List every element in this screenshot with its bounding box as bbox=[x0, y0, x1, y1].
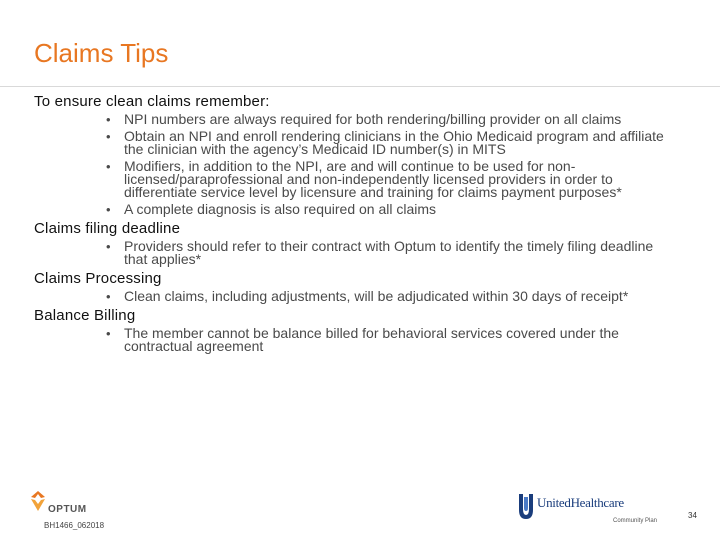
document-code: BH1466_062018 bbox=[44, 521, 105, 530]
bullet-text: Obtain an NPI and enroll rendering clinicians in the Ohio Medicaid program and affiliate the clinician with the agency’s Medicaid ID number(s) in MITS bbox=[124, 128, 664, 157]
optum-logo-icon bbox=[30, 490, 46, 512]
slide-title: Claims Tips bbox=[34, 38, 169, 68]
section-heading: Claims Processing bbox=[34, 270, 162, 287]
bullet-dot: • bbox=[106, 289, 111, 304]
bullet-text: NPI numbers are always required for both rendering/billing provider on all claims bbox=[124, 111, 622, 127]
bullet-dot: • bbox=[106, 129, 111, 144]
bullet-dot: • bbox=[106, 326, 111, 341]
community-plan-text: Community Plan bbox=[613, 518, 658, 524]
title-divider bbox=[0, 86, 720, 87]
section-heading: Claims filing deadline bbox=[34, 220, 181, 237]
bullet-text: Providers should refer to their contract with Optum to identify the timely filing deadline that applies* bbox=[124, 238, 654, 267]
bullet-dot: • bbox=[106, 159, 111, 174]
bullet-text: A complete diagnosis is also required on all claims bbox=[124, 201, 437, 217]
bullet-item bbox=[106, 325, 664, 354]
section-heading: To ensure clean claims remember: bbox=[34, 93, 270, 110]
slide-content bbox=[34, 93, 694, 357]
bullet-text: Clean claims, including adjustments, will be adjudicated within 30 days of receipt* bbox=[124, 288, 629, 304]
bullet-dot: • bbox=[106, 239, 111, 254]
optum-logo-text: OPTUM bbox=[48, 504, 87, 515]
section-heading: Balance Billing bbox=[34, 307, 136, 324]
bullet-list bbox=[34, 290, 694, 303]
bullet-dot: • bbox=[106, 202, 111, 217]
bullet-list bbox=[34, 113, 694, 216]
bullet-list bbox=[34, 240, 694, 266]
bullet-item bbox=[106, 201, 664, 217]
bullet-item bbox=[106, 111, 664, 127]
united-healthcare-logo bbox=[517, 491, 677, 531]
bullet-item bbox=[106, 238, 664, 267]
bullet-item bbox=[106, 158, 664, 200]
united-healthcare-logo-text: UnitedHealthcare bbox=[537, 495, 624, 510]
bullet-list bbox=[34, 327, 694, 353]
united-healthcare-logo-icon bbox=[517, 491, 535, 521]
bullet-text: Modifiers, in addition to the NPI, are and will continue to be used for non-licensed/paraprofessional and non-independently licensed providers in order to differentiate service level by licensure and training for claims payment purposes* bbox=[124, 158, 622, 200]
bullet-text: The member cannot be balance billed for behavioral services covered under the contractual agreement bbox=[124, 325, 619, 354]
bullet-item bbox=[106, 128, 664, 157]
page-number: 34 bbox=[688, 511, 697, 520]
bullet-dot: • bbox=[106, 112, 111, 127]
bullet-item bbox=[106, 288, 664, 304]
